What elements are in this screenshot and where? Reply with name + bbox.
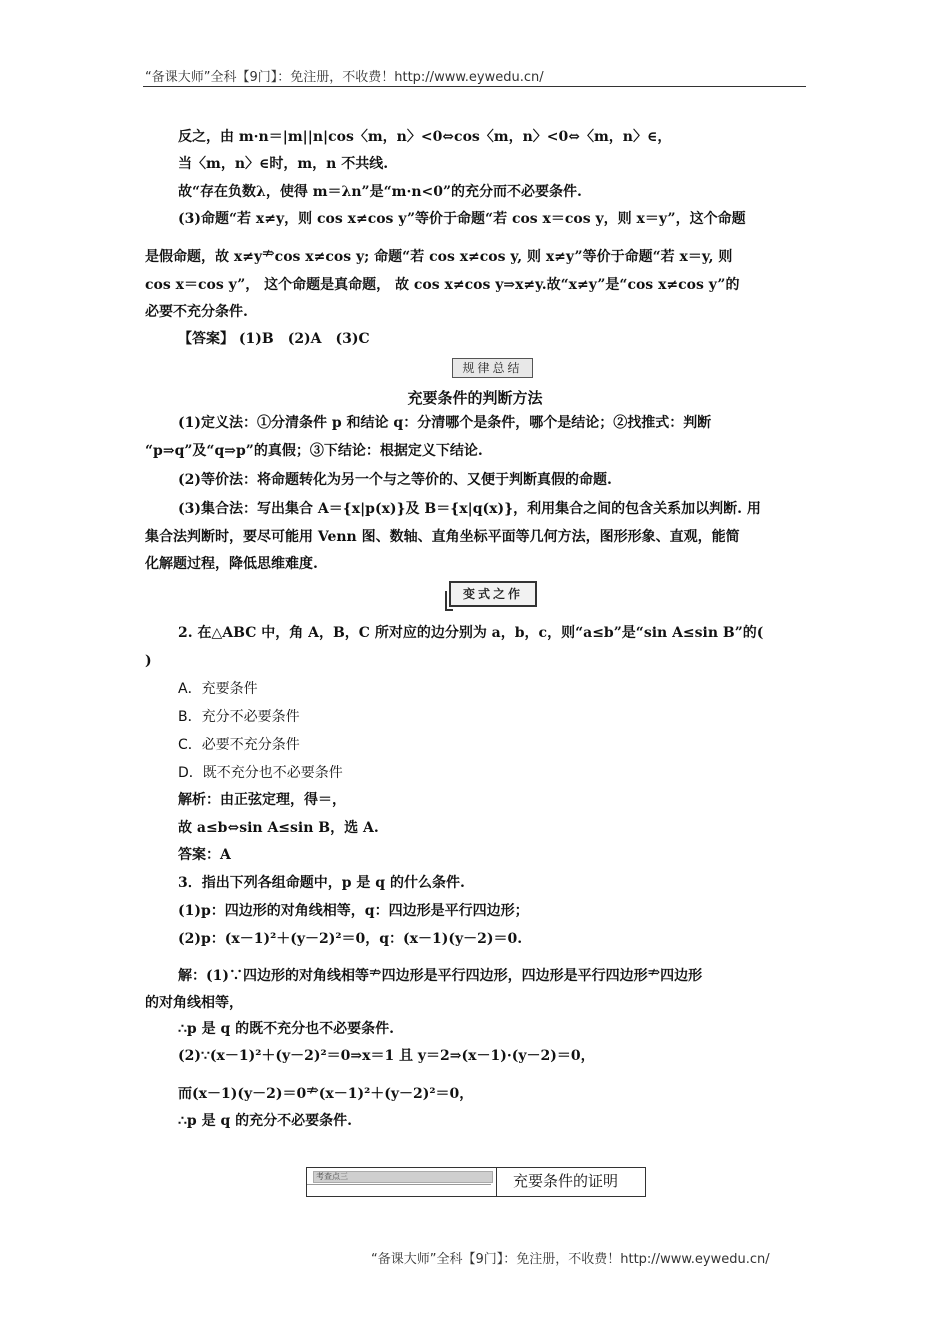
text-line: (2)p：(x－1)²＋(y－2)²＝0，q：(x－1)(y－2)＝0. <box>178 931 523 947</box>
text-segment: 而(x－1)(y－2)＝0 <box>178 1086 307 1102</box>
section-box-rule <box>307 1184 491 1185</box>
text-line: (1)定义法：①分清条件 p 和结论 q：分清哪个是条件，哪个是结论；②找推式：判断 <box>178 415 712 431</box>
section-box-label: 考查点三 <box>313 1171 493 1183</box>
section-title: 充要条件的证明 <box>513 1172 619 1190</box>
solution-line: 解析：由正弦定理，得＝， <box>178 792 346 808</box>
not-implies-icon: ⇏ <box>647 963 661 981</box>
answer-line: 【答案】 (1)B (2)A (3)C <box>178 331 370 347</box>
option-b: B．充分不必要条件 <box>178 709 300 725</box>
text-line: (1)p：四边形的对角线相等，q：四边形是平行四边形； <box>178 903 529 919</box>
text-segment: 四边形是平行四边形，四边形是平行四边形 <box>381 968 648 984</box>
summary-title: 充要条件的判断方法 <box>407 389 543 407</box>
question-stem-end: ) <box>145 653 152 669</box>
question-stem: 3．指出下列各组命题中，p 是 q 的什么条件. <box>178 875 465 891</box>
solution-line <box>178 965 702 986</box>
solution-line: 故 a≤b⇔sin A≤sin B，选 A. <box>178 820 379 836</box>
text-line: 化解题过程，降低思维难度. <box>145 556 318 572</box>
option-a: A．充要条件 <box>178 681 258 697</box>
solution-line <box>178 1083 473 1104</box>
text-segment: 是假命题，故 x≠y <box>145 249 263 265</box>
summary-badge: 规律总结 <box>452 358 533 378</box>
text-line: ∴p 是 q 的充分不必要条件. <box>178 1113 352 1129</box>
text-segment: cos x≠cos y; 命题“若 cos x≠cos y, 则 x≠y”等价于命题“若 x＝y, 则 <box>274 249 733 265</box>
text-segment: 四边形 <box>660 968 703 984</box>
question-stem: 2. 在△ABC 中，角 A，B，C 所对应的边分别为 a，b，c，则“a≤b”是“sin A≤sin B”的( <box>178 625 764 641</box>
text-line: 当〈m，n〉∈时，m，n 不共线. <box>178 156 389 172</box>
text-line: (2)等价法：将命题转化为另一个与之等价的、又便于判断真假的命题. <box>178 472 612 488</box>
solution-line: (2)∵(x－1)²＋(y－2)²＝0⇒x＝1 且 y＝2⇒(x－1)·(y－2)＝0， <box>178 1048 595 1064</box>
not-implies-icon: ⇏ <box>262 244 275 262</box>
text-line: (3)集合法：写出集合 A＝{x|p(x)}及 B＝{x|q(x)}，利用集合之间的包含关系加以判断. 用 <box>178 501 761 517</box>
variant-badge: 变式之作 <box>449 581 537 607</box>
answer-line: 答案：A <box>178 847 231 863</box>
text-line: (3)命题“若 x≠y，则 cos x≠cos y”等价于命题“若 cos x＝cos y，则 x＝y”，这个命题 <box>178 211 746 227</box>
not-implies-icon: ⇏ <box>306 1081 319 1099</box>
text-line: ∴p 是 q 的既不充分也不必要条件. <box>178 1021 394 1037</box>
option-c: C．必要不充分条件 <box>178 737 300 753</box>
text-segment: (x－1)²＋(y－2)²＝0， <box>318 1086 474 1102</box>
text-line: cos x＝cos y”， 这个命题是真命题， 故 cos x≠cos y⇒x≠y.故“x≠y”是“cos x≠cos y”的 <box>145 277 740 293</box>
section-box-divider <box>496 1167 497 1196</box>
text-line: “p⇒q”及“q⇒p”的真假；③下结论：根据定义下结论. <box>145 443 483 459</box>
text-line: 的对角线相等， <box>145 995 243 1011</box>
text-line <box>145 246 732 267</box>
text-line: 必要不充分条件. <box>145 304 248 320</box>
option-d: D．既不充分也不必要条件 <box>178 765 343 781</box>
text-line: 故“存在负数λ，使得 m＝λn”是“m·n<0”的充分而不必要条件. <box>178 184 582 200</box>
page-footer: “备课大师”全科【9门】：免注册，不收费！http://www.eywedu.cn/ <box>371 1252 770 1267</box>
text-line: 反之，由 m·n＝|m||n|cos〈m，n〉<0⇔cos〈m，n〉<0⇔〈m，n〉∈， <box>178 129 672 145</box>
text-segment: 解：(1)∵四边形的对角线相等 <box>178 968 369 984</box>
header-rule <box>143 86 806 87</box>
page-header: “备课大师”全科【9门】：免注册，不收费！http://www.eywedu.cn/ <box>145 70 544 85</box>
not-implies-icon: ⇏ <box>369 963 382 981</box>
text-line: 集合法判断时，要尽可能用 Venn 图、数轴、直角坐标平面等几何方法，图形形象、直观，能简 <box>145 529 740 545</box>
